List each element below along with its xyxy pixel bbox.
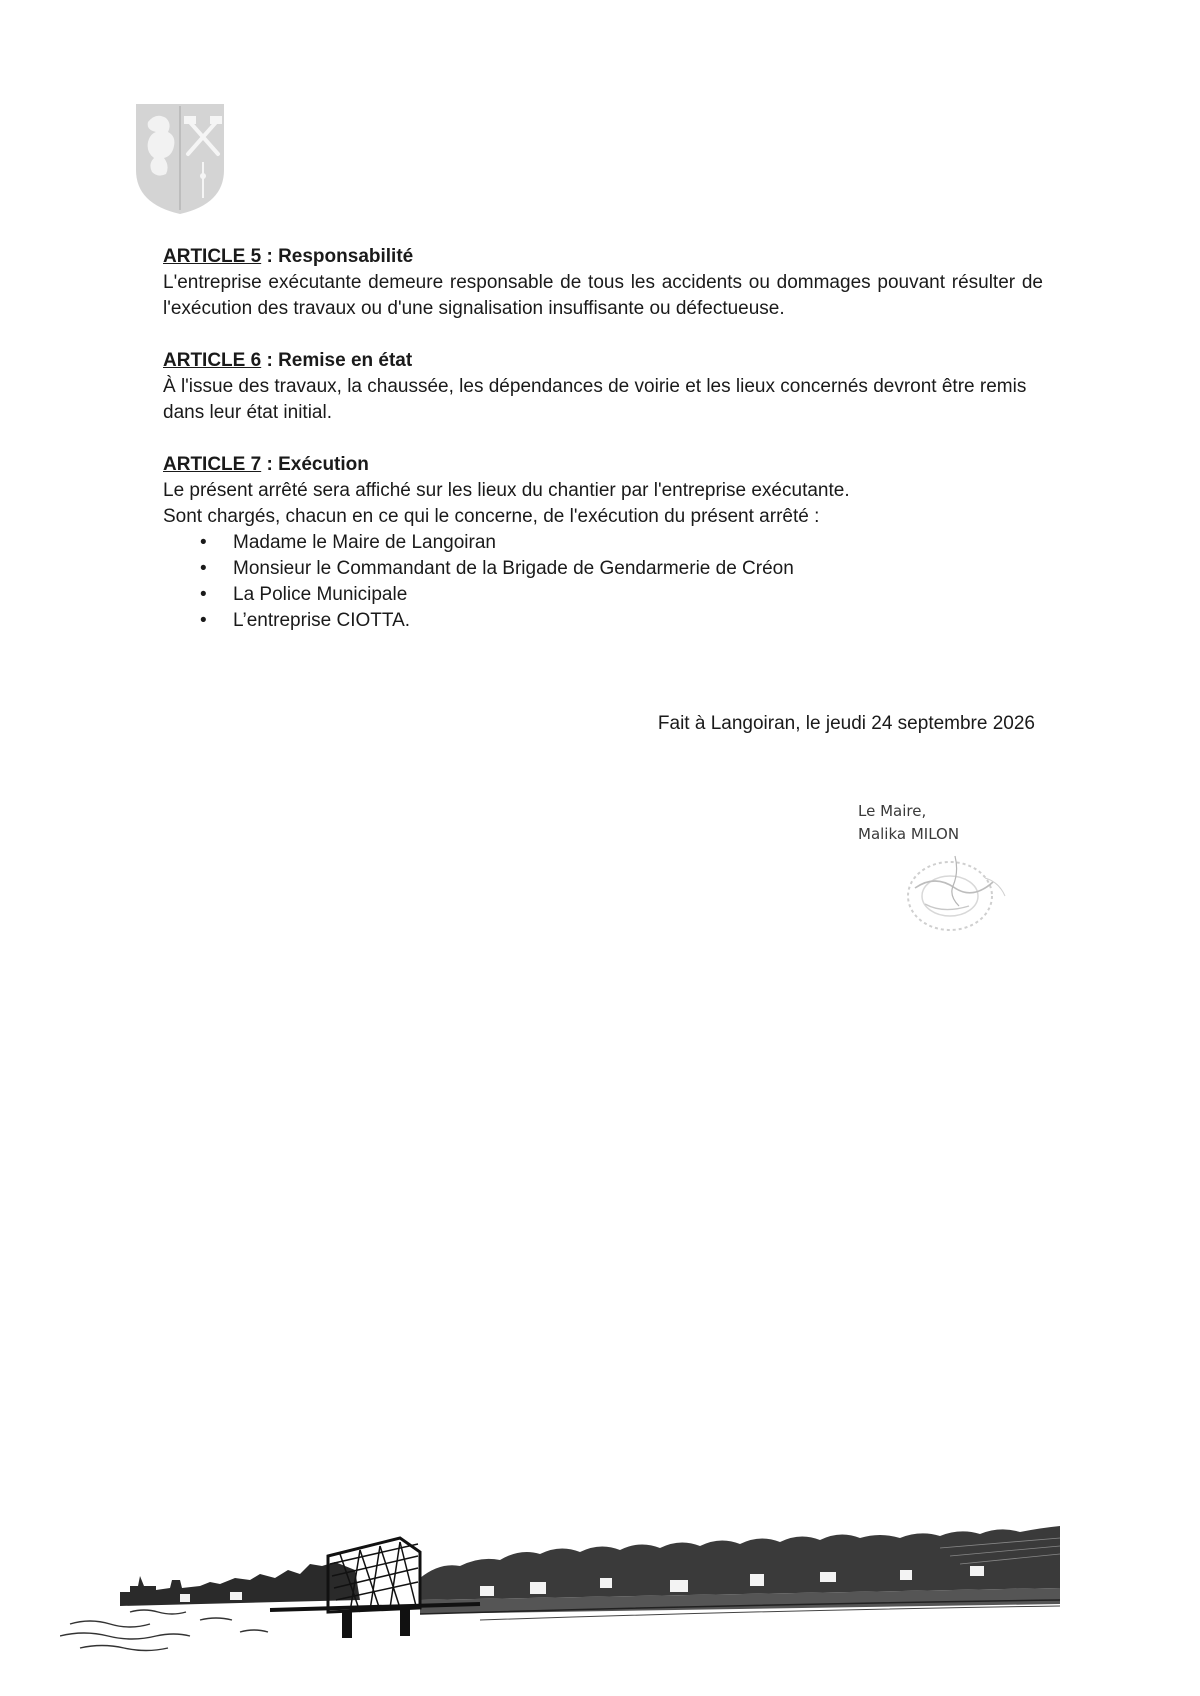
article-7 bbox=[163, 452, 1043, 634]
signature-block bbox=[858, 800, 959, 846]
heading-separator: : bbox=[261, 246, 279, 267]
article-paragraph: Sont chargés, chacun en ce qui le concerne, de l'exécution du présent arrêté : bbox=[163, 506, 820, 527]
article-5 bbox=[163, 244, 1043, 322]
bullet-icon: • bbox=[200, 584, 207, 605]
article-heading bbox=[163, 244, 1043, 270]
signatory-role: Le Maire, bbox=[858, 802, 927, 820]
list-item: • Monsieur le Commandant de la Brigade de Gendarmerie de Créon bbox=[163, 556, 1043, 582]
list-item: • Madame le Maire de Langoiran bbox=[163, 530, 1043, 556]
article-number: ARTICLE 6 bbox=[163, 350, 262, 371]
coat-of-arms-icon bbox=[132, 100, 228, 216]
municipal-stamp-icon bbox=[895, 848, 1025, 938]
article-6 bbox=[163, 348, 1043, 426]
signed-at-line: Fait à Langoiran, le jeudi 24 septembre 2026 bbox=[657, 713, 1035, 734]
heading-separator: : bbox=[261, 454, 279, 475]
article-heading bbox=[163, 452, 1043, 478]
responsible-parties-list bbox=[163, 530, 1043, 634]
list-item: • La Police Municipale bbox=[163, 582, 1043, 608]
bridge-panorama-illustration bbox=[60, 1508, 1150, 1658]
decree-body bbox=[163, 244, 1043, 660]
heading-separator: : bbox=[261, 350, 279, 371]
bullet-icon: • bbox=[200, 532, 207, 553]
article-number: ARTICLE 7 bbox=[163, 454, 262, 475]
article-title: Exécution bbox=[278, 454, 369, 475]
article-heading bbox=[163, 348, 1043, 374]
article-paragraph: Le présent arrêté sera affiché sur les lieux du chantier par l'entreprise exécutante. bbox=[163, 480, 850, 501]
article-paragraph: À l'issue des travaux, la chaussée, les dépendances de voirie et les lieux concernés devront être remis dans leur état initial. bbox=[163, 376, 1027, 423]
bullet-icon: • bbox=[200, 610, 207, 631]
bullet-icon: • bbox=[200, 558, 207, 579]
article-number: ARTICLE 5 bbox=[163, 246, 262, 267]
list-item: • L’entreprise CIOTTA. bbox=[163, 608, 1043, 634]
signatory-name: Malika MILON bbox=[858, 825, 960, 843]
article-title: Responsabilité bbox=[278, 246, 414, 267]
article-paragraph: L'entreprise exécutante demeure responsable de tous les accidents ou dommages pouvant résulter de l'exécution des travaux ou d'une signalisation insuffisante ou défectueuse. bbox=[163, 272, 1043, 319]
article-title: Remise en état bbox=[278, 350, 413, 371]
